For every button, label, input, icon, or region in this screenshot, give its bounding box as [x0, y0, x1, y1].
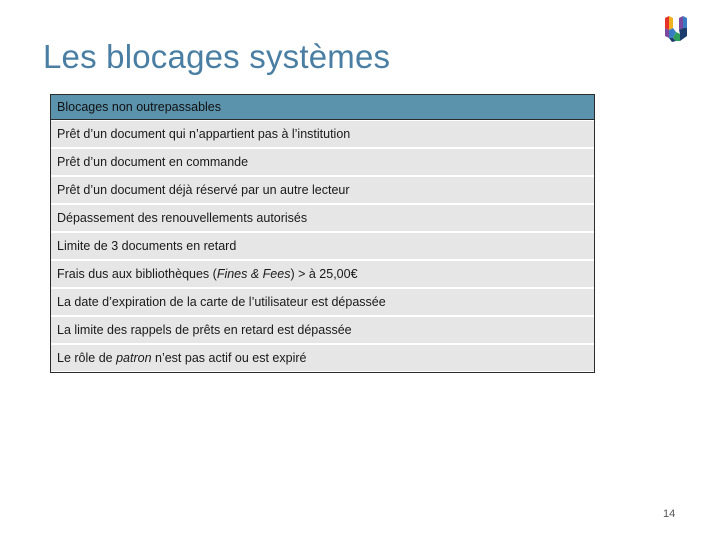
row-text-before: Frais dus aux bibliothèques ( — [57, 267, 217, 281]
table-row: Dépassement des renouvellements autorisés — [51, 204, 594, 232]
row-text-after: n’est pas actif ou est expiré — [151, 351, 307, 365]
row-text-after: ) > à 25,00€ — [290, 267, 358, 281]
table-row: Prêt d’un document déjà réservé par un autre lecteur — [51, 176, 594, 204]
table-row: La limite des rappels de prêts en retard est dépassée — [51, 316, 594, 344]
page-number: 14 — [663, 508, 676, 520]
blocking-rules-table — [50, 94, 595, 373]
table-row: La date d’expiration de la carte de l’utilisateur est dépassée — [51, 288, 594, 316]
row-text-emphasis: Fines & Fees — [216, 267, 291, 281]
table-row — [51, 344, 594, 372]
page-title: Les blocages systèmes — [43, 38, 391, 75]
row-text-before: Le rôle de — [57, 351, 117, 365]
row-text-emphasis: patron — [116, 351, 152, 365]
table-row: Prêt d’un document qui n’appartient pas à l’institution — [51, 120, 594, 148]
logo-icon — [664, 16, 688, 42]
table-row: Limite de 3 documents en retard — [51, 232, 594, 260]
table-row — [51, 260, 594, 288]
table-row: Prêt d’un document en commande — [51, 148, 594, 176]
table-header: Blocages non outrepassables — [50, 94, 595, 120]
